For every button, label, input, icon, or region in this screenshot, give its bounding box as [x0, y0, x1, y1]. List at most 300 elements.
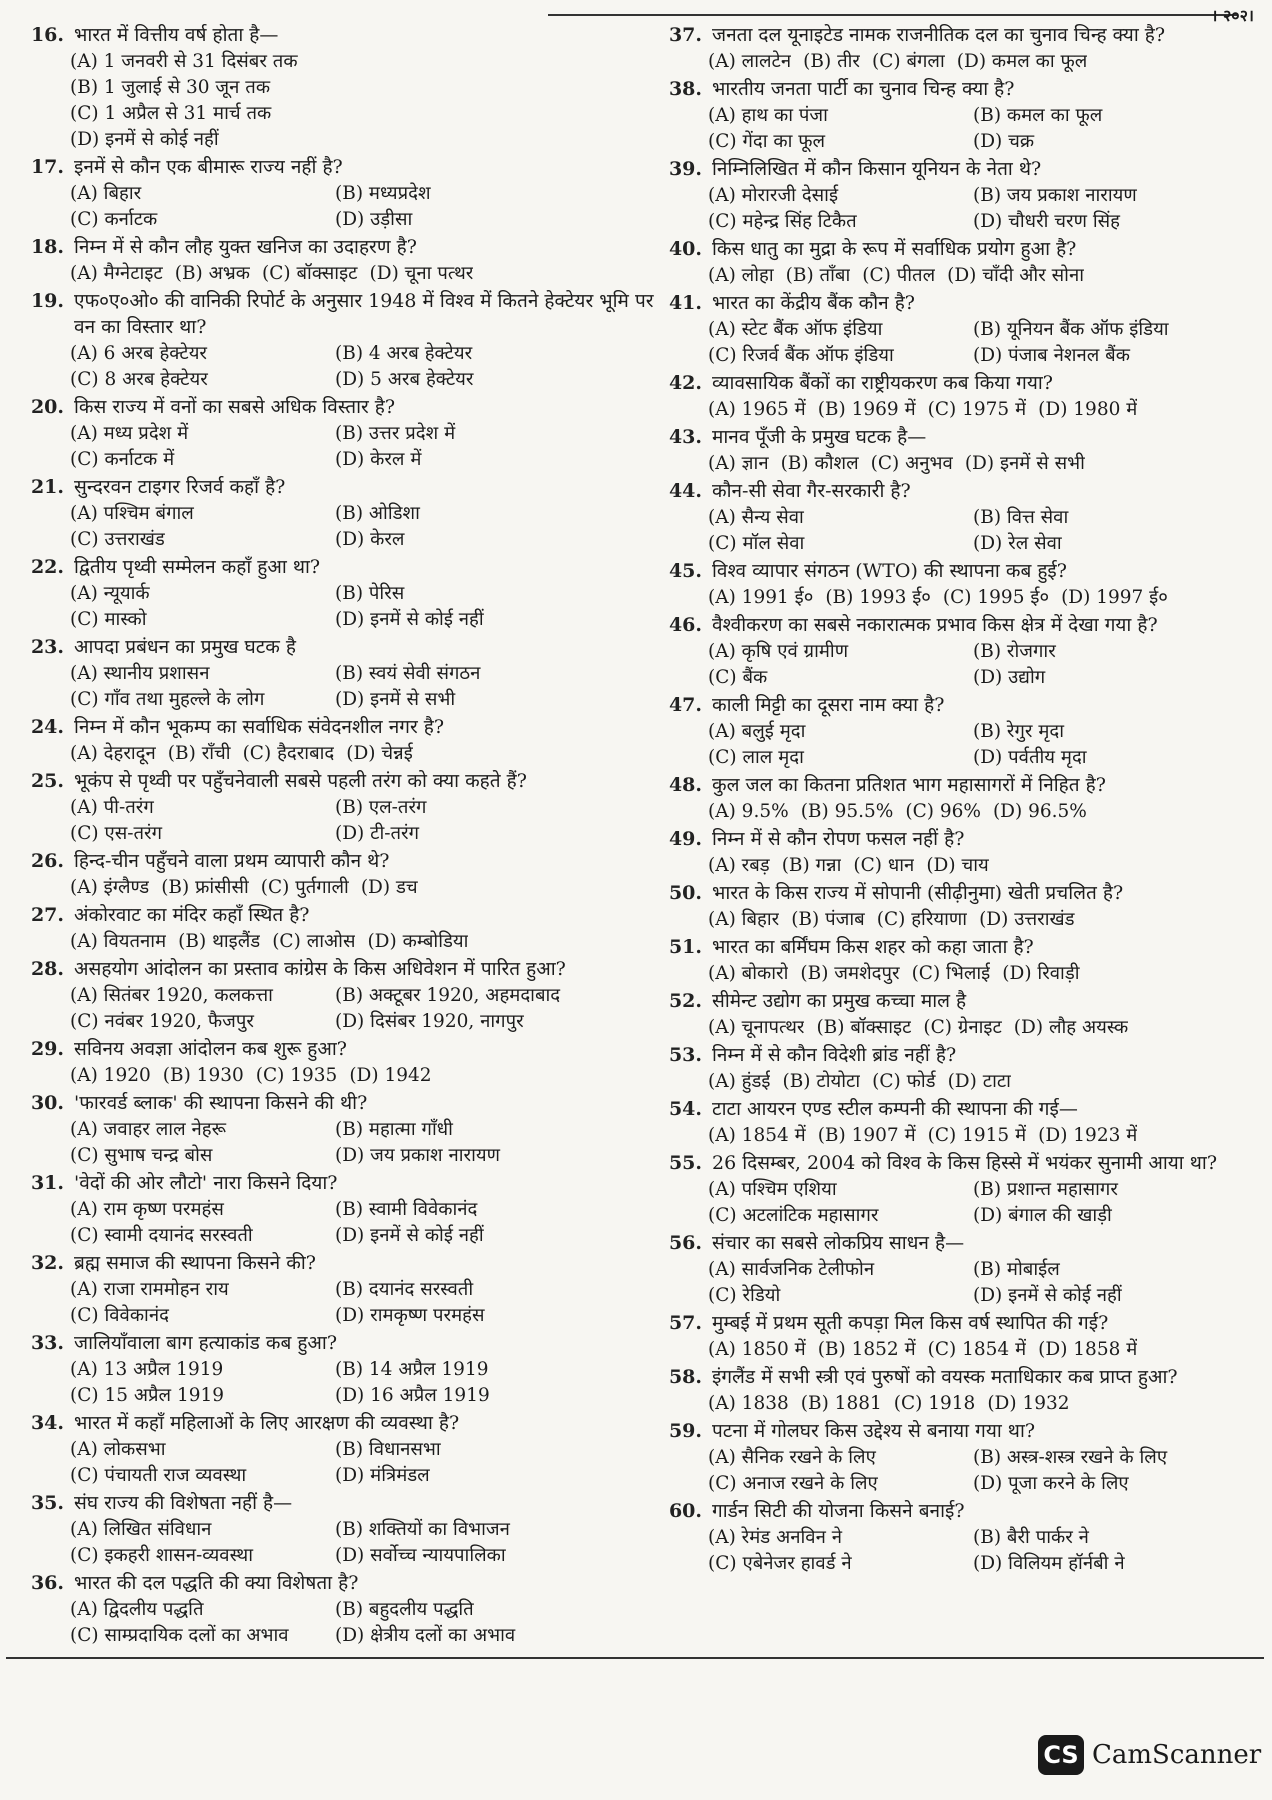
question-text: संघ राज्य की विशेषता नहीं है— [74, 1492, 293, 1514]
question-text: असहयोग आंदोलन का प्रस्ताव कांग्रेस के किस अधिवेशन में पारित हुआ? [74, 958, 566, 980]
question-number: 59. [668, 1420, 702, 1442]
question-text: निम्निलिखित में कौन किसान यूनियन के नेता थे? [712, 158, 1042, 180]
option: (A) ज्ञान [708, 453, 769, 474]
question [652, 1096, 1257, 1122]
question [652, 370, 1257, 396]
options [708, 397, 1257, 423]
option: (A) द्विदलीय पद्धति [70, 1599, 204, 1620]
question [652, 692, 1257, 718]
option: (D) इनमें से कोई नहीं [335, 609, 484, 630]
options [708, 719, 1257, 771]
option: (C) बॉक्साइट [262, 263, 358, 284]
option: (D) विलियम हॉर्नबी ने [973, 1553, 1125, 1574]
question-block [652, 772, 1257, 825]
question-number: 51. [668, 936, 702, 958]
question-text: इंगलैंड में सभी स्त्री एवं पुरुषों को वयस्क मताधिकार कब प्राप्त हुआ? [712, 1366, 1178, 1388]
option: (B) महात्मा गाँधी [335, 1119, 453, 1140]
question [652, 1150, 1257, 1176]
option: (A) स्थानीय प्रशासन [70, 663, 210, 684]
question [14, 768, 654, 794]
question-number: 27. [30, 904, 64, 926]
option: (C) 8 अरब हेक्टेयर [70, 369, 208, 390]
options [70, 261, 654, 287]
option: (B) 1969 में [817, 399, 916, 420]
question [14, 288, 654, 340]
question-text: पटना में गोलघर किस उद्देश्य से बनाया गया था? [712, 1420, 1036, 1442]
question-text: कौन-सी सेवा गैर-सरकारी है? [712, 480, 911, 502]
option: (B) स्वयं सेवी संगठन [335, 663, 481, 684]
option: (C) मॉल सेवा [708, 533, 805, 554]
question-text: व्यावसायिक बैंकों का राष्ट्रीयकरण कब किया गया? [712, 372, 1053, 394]
option: (D) 1980 में [1038, 399, 1138, 420]
option: (D) केरल [335, 529, 405, 550]
option: (C) रेडियो [708, 1285, 781, 1306]
option: (D) क्षेत्रीय दलों का अभाव [335, 1625, 516, 1646]
question-text: हिन्द-चीन पहुँचने वाला प्रथम व्यापारी कौन थे? [74, 850, 390, 872]
question [652, 1498, 1257, 1524]
option: (C) पीतल [862, 265, 936, 286]
question [652, 826, 1257, 852]
option: (C) 1 अप्रैल से 31 मार्च तक [70, 103, 272, 124]
options [70, 1437, 654, 1489]
option: (C) भिलाई [911, 963, 991, 984]
options [70, 1117, 654, 1169]
question-block [652, 290, 1257, 369]
option: (A) 13 अप्रैल 1919 [70, 1359, 224, 1380]
question-number: 30. [30, 1092, 64, 1114]
option: (A) मध्य प्रदेश में [70, 423, 189, 444]
question-number: 32. [30, 1252, 64, 1274]
question-text: इनमें से कौन एक बीमारू राज्य नहीं है? [74, 156, 343, 178]
question-text: सविनय अवज्ञा आंदोलन कब शुरू हुआ? [74, 1038, 347, 1060]
option: (C) सुभाष चन्द्र बोस [70, 1145, 213, 1166]
question [14, 1330, 654, 1356]
option: (A) जवाहर लाल नेहरू [70, 1119, 226, 1140]
option: (A) मोरारजी देसाई [708, 185, 839, 206]
option: (C) 1995 ई० [942, 587, 1050, 608]
options [70, 1517, 654, 1569]
option: (D) रिवाड़ी [1002, 963, 1080, 984]
question-number: 18. [30, 236, 64, 258]
question-block [14, 1250, 654, 1329]
question-block [652, 880, 1257, 933]
option: (B) जय प्रकाश नारायण [973, 185, 1137, 206]
option: (C) इकहरी शासन-व्यवस्था [70, 1545, 254, 1566]
question-number: 47. [668, 694, 702, 716]
option: (B) तीर [803, 51, 860, 72]
option: (B) बॉक्साइट [816, 1017, 912, 1038]
option: (C) 1935 [255, 1065, 338, 1086]
option: (B) 1930 [162, 1065, 244, 1086]
question [652, 156, 1257, 182]
option: (B) 1881 [800, 1393, 882, 1414]
options [70, 741, 654, 767]
option: (B) वित्त सेवा [973, 507, 1069, 528]
option: (C) गेंदा का फूल [708, 131, 826, 152]
option: (A) वियतनाम [70, 931, 167, 952]
camscanner-watermark [1038, 1735, 1261, 1775]
option: (C) साम्प्रदायिक दलों का अभाव [70, 1625, 289, 1646]
option: (C) बंगला [871, 51, 945, 72]
option: (D) पंजाब नेशनल बैंक [973, 345, 1130, 366]
question-number: 36. [30, 1572, 64, 1594]
options [708, 103, 1257, 155]
option: (A) हुंडई [708, 1071, 771, 1092]
option: (A) लालटेन [708, 51, 792, 72]
option: (A) मैग्नेटाइट [70, 263, 163, 284]
question [652, 478, 1257, 504]
option: (D) चाय [926, 855, 989, 876]
question-text: भारत का बर्मिंघम किस शहर को कहा जाता है? [712, 936, 1034, 958]
option: (D) पूजा करने के लिए [973, 1473, 1129, 1494]
question-number: 44. [668, 480, 702, 502]
question [14, 634, 654, 660]
option: (D) इनमें से कोई नहीं [70, 129, 219, 150]
option: (B) कमल का फूल [973, 105, 1103, 126]
left-column [14, 22, 654, 1650]
question [652, 22, 1257, 48]
option: (B) स्वामी विवेकानंद [335, 1199, 478, 1220]
option: (C) रिजर्व बैंक ऑफ इंडिया [708, 345, 894, 366]
option: (A) 1838 [708, 1393, 789, 1414]
question [14, 1410, 654, 1436]
question [652, 988, 1257, 1014]
question-number: 19. [30, 290, 64, 312]
options [70, 1063, 654, 1089]
option: (C) फोर्ड [872, 1071, 936, 1092]
options [70, 341, 654, 393]
option: (D) इनमें से कोई नहीं [335, 1225, 484, 1246]
option: (A) बोकारो [708, 963, 789, 984]
question-block [652, 1230, 1257, 1309]
options [708, 183, 1257, 235]
question [14, 1570, 654, 1596]
question-text: भारत में कहाँ महिलाओं के लिए आरक्षण की व्यवस्था है? [74, 1412, 460, 1434]
option: (B) फ्रांसीसी [161, 877, 249, 898]
question-text: किस धातु का मुद्रा के रूप में सर्वाधिक प्रयोग हुआ है? [712, 238, 1077, 260]
options [70, 1357, 654, 1409]
camscanner-label: CamScanner [1092, 1740, 1262, 1770]
option: (C) एस-तरंग [70, 823, 162, 844]
question-block [14, 902, 654, 955]
question-block [652, 1498, 1257, 1577]
option: (B) मध्यप्रदेश [335, 183, 431, 204]
option: (B) मोबाईल [973, 1259, 1060, 1280]
question-number: 50. [668, 882, 702, 904]
question [652, 76, 1257, 102]
option: (D) कमल का फूल [956, 51, 1088, 72]
options [70, 581, 654, 633]
question-block [652, 22, 1257, 75]
question-block [14, 1090, 654, 1169]
question-text: ब्रह्म समाज की स्थापना किसने की? [74, 1252, 316, 1274]
question [652, 772, 1257, 798]
question-number: 28. [30, 958, 64, 980]
option: (D) 16 अप्रैल 1919 [335, 1385, 490, 1406]
options [708, 1337, 1257, 1363]
question-block [652, 424, 1257, 477]
option: (C) अनाज रखने के लिए [708, 1473, 878, 1494]
question-text: सुन्दरवन टाइगर रिजर्व कहाँ है? [74, 476, 286, 498]
options [70, 661, 654, 713]
option: (C) पंचायती राज व्यवस्था [70, 1465, 247, 1486]
question-number: 21. [30, 476, 64, 498]
options [70, 875, 654, 901]
question [652, 558, 1257, 584]
option: (A) इंग्लैण्ड [70, 877, 150, 898]
options [70, 1277, 654, 1329]
option: (C) नवंबर 1920, फैजपुर [70, 1011, 254, 1032]
option: (B) 1 जुलाई से 30 जून तक [70, 77, 271, 98]
option: (B) 1993 ई० [825, 587, 931, 608]
question-text: भूकंप से पृथ्वी पर पहुँचनेवाली सबसे पहली तरंग को क्या कहते हैं? [74, 770, 527, 792]
option: (D) 1997 ई० [1061, 587, 1168, 608]
option: (C) लाल मृदा [708, 747, 804, 768]
question-block [652, 1310, 1257, 1363]
option: (D) बंगाल की खाड़ी [973, 1205, 1112, 1226]
question-block [652, 988, 1257, 1041]
question-block [14, 1330, 654, 1409]
option: (C) महेन्द्र सिंह टिकैत [708, 211, 857, 232]
question-number: 52. [668, 990, 702, 1012]
question-number: 43. [668, 426, 702, 448]
option: (B) 14 अप्रैल 1919 [335, 1359, 489, 1380]
option: (A) कृषि एवं ग्रामीण [708, 641, 849, 662]
question-text: भारत का केंद्रीय बैंक कौन है? [712, 292, 915, 314]
question-text: वैश्वीकरण का सबसे नकारात्मक प्रभाव किस क्षेत्र में देखा गया है? [712, 614, 1158, 636]
question [14, 1250, 654, 1276]
question-block [14, 634, 654, 713]
options [708, 1257, 1257, 1309]
question-number: 34. [30, 1412, 64, 1434]
question-block [652, 558, 1257, 611]
option: (C) हरियाणा [876, 909, 968, 930]
question [14, 234, 654, 260]
question-block [652, 1042, 1257, 1095]
option: (D) कम्बोडिया [367, 931, 469, 952]
option: (D) लौह अयस्क [1013, 1017, 1129, 1038]
options [70, 1597, 654, 1649]
question-number: 46. [668, 614, 702, 636]
question-number: 24. [30, 716, 64, 738]
question [14, 1090, 654, 1116]
options [70, 929, 654, 955]
option: (D) इनमें से कोई नहीं [973, 1285, 1122, 1306]
question-block [14, 1490, 654, 1569]
question-block [14, 714, 654, 767]
option: (B) प्रशान्त महासागर [973, 1179, 1118, 1200]
option: (B) अक्टूबर 1920, अहमदाबाद [335, 985, 561, 1006]
option: (B) ओडिशा [335, 503, 420, 524]
question [14, 554, 654, 580]
option: (D) रामकृष्ण परमहंस [335, 1305, 485, 1326]
option: (C) विवेकानंद [70, 1305, 169, 1326]
question-block [14, 956, 654, 1035]
question [14, 154, 654, 180]
question [14, 1170, 654, 1196]
question-block [14, 1170, 654, 1249]
option: (D) चेन्नई [346, 743, 413, 764]
option: (B) अभ्रक [174, 263, 250, 284]
option: (A) बिहार [708, 909, 780, 930]
question [652, 1418, 1257, 1444]
option: (D) दिसंबर 1920, नागपुर [335, 1011, 524, 1032]
option: (A) देहरादून [70, 743, 156, 764]
option: (B) रोजगार [973, 641, 1056, 662]
question-block [14, 234, 654, 287]
option: (C) एबेनेजर हावर्ड ने [708, 1553, 852, 1574]
question-block [14, 848, 654, 901]
question [14, 394, 654, 420]
question-block [652, 692, 1257, 771]
question-block [652, 1418, 1257, 1497]
option: (B) बैरी पार्कर ने [973, 1527, 1089, 1548]
question [652, 934, 1257, 960]
option: (B) यूनियन बैंक ऑफ इंडिया [973, 319, 1169, 340]
option: (C) मास्को [70, 609, 147, 630]
options [708, 585, 1257, 611]
top-rule [548, 14, 1238, 16]
option: (C) स्वामी दयानंद सरस्वती [70, 1225, 253, 1246]
question-text: 'फारवर्ड ब्लाक' की स्थापना किसने की थी? [74, 1092, 368, 1114]
option: (A) राम कृष्ण परमहंस [70, 1199, 224, 1220]
option: (A) 6 अरब हेक्टेयर [70, 343, 207, 364]
option: (A) सितंबर 1920, कलकत्ता [70, 985, 273, 1006]
question [14, 902, 654, 928]
option: (C) पुर्तगाली [260, 877, 349, 898]
question [14, 714, 654, 740]
options [708, 505, 1257, 557]
question [652, 290, 1257, 316]
options [70, 421, 654, 473]
option: (B) विधानसभा [335, 1439, 441, 1460]
question-number: 53. [668, 1044, 702, 1066]
question [652, 612, 1257, 638]
question-text: मानव पूँजी के प्रमुख घटक है— [712, 426, 927, 448]
question-text: द्वितीय पृथ्वी सम्मेलन कहाँ हुआ था? [74, 556, 321, 578]
question-block [652, 1096, 1257, 1149]
option: (A) सैनिक रखने के लिए [708, 1447, 876, 1468]
option: (D) जय प्रकाश नारायण [335, 1145, 500, 1166]
option: (C) 96% [905, 801, 981, 822]
question-number: 56. [668, 1232, 702, 1254]
question-text: जनता दल यूनाइटेड नामक राजनीतिक दल का चुनाव चिन्ह क्या है? [712, 24, 1166, 46]
option: (D) इनमें से सभी [335, 689, 456, 710]
option: (A) लोकसभा [70, 1439, 166, 1460]
question-block [14, 154, 654, 233]
option: (C) अटलांटिक महासागर [708, 1205, 879, 1226]
question-block [14, 768, 654, 847]
option: (D) पर्वतीय मृदा [973, 747, 1087, 768]
question-number: 37. [668, 24, 702, 46]
question-block [652, 612, 1257, 691]
question-block [652, 478, 1257, 557]
options [708, 799, 1257, 825]
options [708, 1391, 1257, 1417]
page-number: । २०२। [1211, 6, 1254, 25]
option: (A) 1850 में [708, 1339, 806, 1360]
question-number: 55. [668, 1152, 702, 1174]
question-text: मुम्बई में प्रथम सूती कपड़ा मिल किस वर्ष स्थापित की गई? [712, 1312, 1109, 1334]
option: (D) उड़ीसा [335, 209, 413, 230]
option: (B) जमशेदपुर [800, 963, 900, 984]
option: (B) 1907 में [817, 1125, 916, 1146]
option: (B) ताँबा [785, 265, 851, 286]
question-number: 54. [668, 1098, 702, 1120]
question [652, 236, 1257, 262]
options [708, 1445, 1257, 1497]
question-number: 20. [30, 396, 64, 418]
options [708, 639, 1257, 691]
question [652, 1310, 1257, 1336]
question-number: 49. [668, 828, 702, 850]
options [70, 501, 654, 553]
option: (A) न्यूयार्क [70, 583, 150, 604]
option: (B) दयानंद सरस्वती [335, 1279, 474, 1300]
question-block [14, 554, 654, 633]
option: (A) पी-तरंग [70, 797, 154, 818]
question-text: भारतीय जनता पार्टी का चुनाव चिन्ह क्या है? [712, 78, 1015, 100]
question-number: 60. [668, 1500, 702, 1522]
question-number: 25. [30, 770, 64, 792]
option: (C) धान [853, 855, 915, 876]
question-text: निम्न में से कौन विदेशी ब्रांड नहीं है? [712, 1044, 957, 1066]
options [708, 1525, 1257, 1577]
question-number: 16. [30, 24, 64, 46]
option: (C) उत्तराखंड [70, 529, 165, 550]
question-text: काली मिट्टी का दूसरा नाम क्या है? [712, 694, 945, 716]
option: (B) 1852 में [817, 1339, 916, 1360]
option: (B) पंजाब [791, 909, 865, 930]
option: (A) सैन्य सेवा [708, 507, 804, 528]
question-number: 48. [668, 774, 702, 796]
question-block [652, 1364, 1257, 1417]
option: (A) रबड़ [708, 855, 770, 876]
option: (A) राजा राममोहन राय [70, 1279, 229, 1300]
option: (C) 1975 में [927, 399, 1027, 420]
options [708, 451, 1257, 477]
option: (C) कर्नाटक में [70, 449, 175, 470]
question-text: निम्न में से कौन रोपण फसल नहीं है? [712, 828, 965, 850]
option: (A) 1991 ई० [708, 587, 814, 608]
question [652, 1042, 1257, 1068]
question-block [652, 934, 1257, 987]
option: (B) एल-तरंग [335, 797, 427, 818]
option: (A) 1920 [70, 1065, 151, 1086]
question-text: एफ०ए०ओ० की वानिकी रिपोर्ट के अनुसार 1948 में विश्व में कितने हेक्टेयर भूमि पर वन का विस्तार था? [74, 290, 654, 338]
option: (D) टी-तरंग [335, 823, 420, 844]
question-number: 23. [30, 636, 64, 658]
option: (C) 1854 में [927, 1339, 1027, 1360]
options [708, 1177, 1257, 1229]
question-number: 41. [668, 292, 702, 314]
question-text: विश्व व्यापार संगठन (WTO) की स्थापना कब हुई? [712, 560, 1067, 582]
option: (D) 1932 [987, 1393, 1070, 1414]
option: (D) सर्वोच्च न्यायपालिका [335, 1545, 506, 1566]
question-number: 26. [30, 850, 64, 872]
option: (A) पश्चिम एशिया [708, 1179, 837, 1200]
question-block [652, 370, 1257, 423]
option: (B) बहुदलीय पद्धति [335, 1599, 474, 1620]
option: (B) अस्त्र-शस्त्र रखने के लिए [973, 1447, 1168, 1468]
option: (B) थाइलैंड [178, 931, 261, 952]
options [70, 795, 654, 847]
option: (D) केरल में [335, 449, 422, 470]
question-block [652, 826, 1257, 879]
question-block [14, 1570, 654, 1649]
option: (A) स्टेट बैंक ऑफ इंडिया [708, 319, 883, 340]
question-number: 42. [668, 372, 702, 394]
